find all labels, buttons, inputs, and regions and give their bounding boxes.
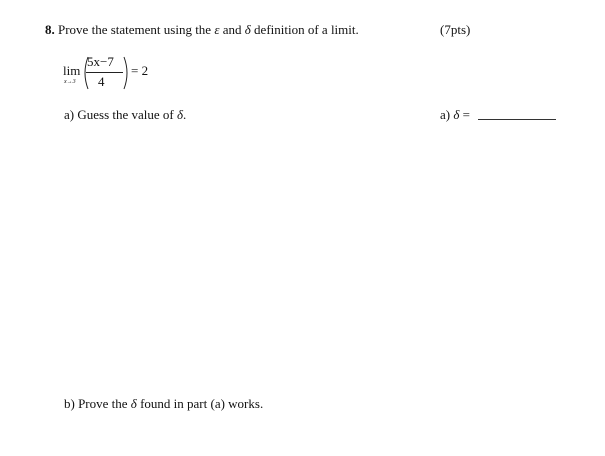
part-a-delta: δ: [177, 107, 184, 122]
and-word: and: [222, 22, 242, 37]
answer-delta: δ: [453, 107, 460, 122]
fraction-denominator: 4: [98, 74, 105, 89]
statement-text-2: definition of a limit.: [254, 22, 359, 37]
part-a-text: a) Guess the value of: [64, 107, 174, 122]
part-b-delta: δ: [130, 396, 137, 411]
right-paren-icon: [123, 56, 131, 90]
limit-rhs: = 2: [131, 63, 149, 78]
answer-blank-line[interactable]: [478, 119, 556, 120]
question-number: 8.: [45, 22, 55, 37]
part-a-prompt: [64, 107, 186, 123]
part-b-text: b) Prove the: [64, 396, 128, 411]
part-b-text-end: found in part (a) works.: [140, 396, 264, 411]
lim-subscript: x→3: [64, 79, 76, 85]
part-b-prompt: [64, 396, 263, 412]
statement-text-1: Prove the statement using the: [58, 22, 212, 37]
epsilon-symbol: ε: [214, 22, 220, 37]
part-a-period: .: [183, 107, 187, 122]
lim-word: lim: [63, 63, 81, 78]
fraction-numerator: 5x−7: [87, 54, 114, 69]
points-label: (7pts): [440, 22, 471, 37]
answer-equals: =: [462, 107, 470, 122]
fraction-bar: [86, 72, 123, 73]
question-statement: [45, 22, 359, 38]
answer-a-label: a): [440, 107, 451, 122]
limit-expression: [63, 52, 173, 92]
delta-symbol: δ: [244, 22, 251, 37]
part-a-answer-label: [440, 107, 470, 123]
